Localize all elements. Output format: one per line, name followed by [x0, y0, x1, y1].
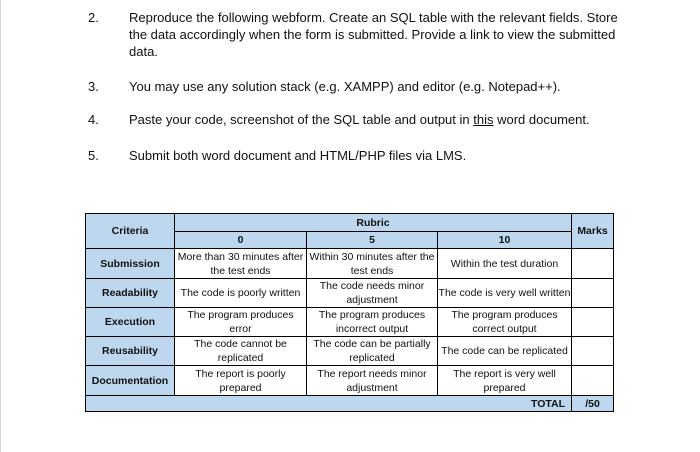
page-edge [0, 0, 1, 452]
level-header: 5 [307, 232, 438, 249]
this-document-link[interactable]: this [473, 112, 494, 127]
instruction-text-before: Paste your code, screenshot of the SQL table and output in [129, 112, 474, 127]
rubric-header: Rubric [175, 214, 572, 232]
rubric-cell: The code is very well written [438, 279, 572, 308]
mark-cell [572, 366, 614, 396]
total-label: TOTAL [86, 396, 572, 412]
rubric-cell: The code can be partially replicated [307, 337, 438, 366]
total-row [86, 396, 614, 412]
rubric-table [85, 213, 614, 412]
rubric-cell: The report is poorly prepared [175, 366, 307, 396]
table-row [86, 249, 614, 279]
rubric-cell: The program produces correct output [438, 308, 572, 337]
marks-header: Marks [572, 214, 614, 249]
table-row [86, 279, 614, 308]
rubric-cell: The program produces incorrect output [307, 308, 438, 337]
mark-cell [572, 337, 614, 366]
instruction-text: You may use any solution stack (e.g. XAMPP) and editor (e.g. Notepad++). [129, 79, 561, 94]
rubric-cell: The code needs minor adjustment [307, 279, 438, 308]
rubric-cell: The code can be replicated [438, 337, 572, 366]
rubric-cell: The code cannot be replicated [175, 337, 307, 366]
instruction-number: 5. [88, 148, 99, 163]
rubric-cell: Within 30 minutes after the test ends [307, 249, 438, 279]
instruction-text-after: word document. [493, 112, 590, 127]
mark-cell [572, 279, 614, 308]
instruction-number: 3. [88, 79, 99, 94]
instruction-number: 2. [88, 10, 99, 25]
rubric-cell: Within the test duration [438, 249, 572, 279]
rubric-cell: The code is poorly written [175, 279, 307, 308]
mark-cell [572, 249, 614, 279]
criterion-label: Reusability [86, 337, 175, 366]
rubric-cell: The report is very well prepared [438, 366, 572, 396]
instruction-text: Submit both word document and HTML/PHP files via LMS. [129, 148, 467, 163]
criterion-label: Submission [86, 249, 175, 279]
criterion-label: Readability [86, 279, 175, 308]
level-header: 0 [175, 232, 307, 249]
rubric-cell: More than 30 minutes after the test ends [175, 249, 307, 279]
level-header: 10 [438, 232, 572, 249]
table-row [86, 337, 614, 366]
mark-cell [572, 308, 614, 337]
total-value: /50 [572, 396, 614, 412]
table-row [86, 308, 614, 337]
criteria-header: Criteria [86, 214, 175, 249]
instruction-text: Reproduce the following webform. Create an SQL table with the relevant fields. Store the data accordingly when the form is submitted. Provide a link to view the submitted data. [129, 10, 618, 59]
table-row [86, 366, 614, 396]
criterion-label: Documentation [86, 366, 175, 396]
criterion-label: Execution [86, 308, 175, 337]
rubric-cell: The program produces error [175, 308, 307, 337]
instruction-text [129, 111, 629, 128]
instruction-number: 4. [88, 112, 99, 127]
rubric-cell: The report needs minor adjustment [307, 366, 438, 396]
